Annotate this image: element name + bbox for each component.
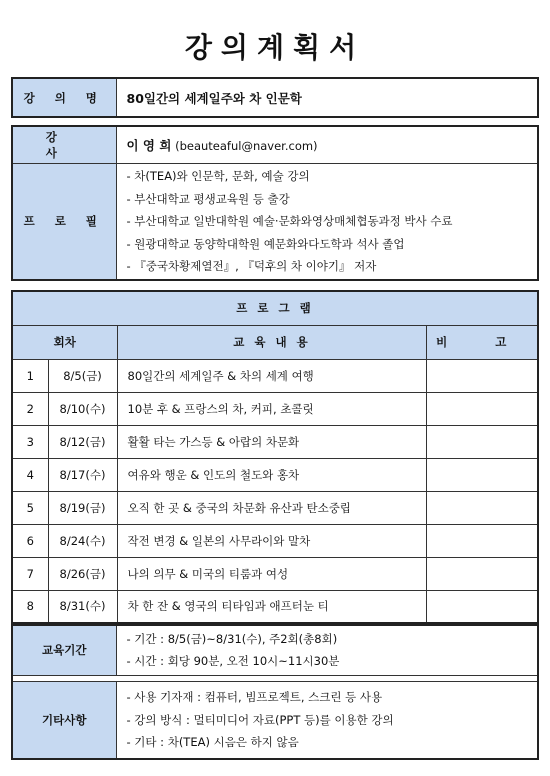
- period-line: - 시간 : 회당 90분, 오전 10시~11시30분: [126, 654, 340, 669]
- session-note: [427, 590, 538, 623]
- session-date: 8/10(수): [48, 392, 117, 425]
- session-topic: 80일간의 세계일주 & 차의 세계 여행: [117, 359, 427, 392]
- course-label: 강 의 명: [12, 78, 116, 117]
- misc-line: - 사용 기자재 : 컴퓨터, 빔프로젝트, 스크린 등 사용: [126, 690, 383, 704]
- table-row: [12, 458, 538, 491]
- session-topic: 여유와 행운 & 인도의 철도와 홍차: [117, 458, 427, 491]
- table-row: [12, 425, 538, 458]
- session-note: [427, 524, 538, 557]
- session-date: 8/26(금): [48, 557, 117, 590]
- instructor-table: [11, 125, 539, 281]
- session-date: 8/5(금): [48, 359, 117, 392]
- session-topic: 활활 타는 가스등 & 아랍의 차문화: [117, 425, 427, 458]
- session-topic: 차 한 잔 & 영국의 티타임과 애프터눈 티: [117, 590, 427, 623]
- period-line: - 기간 : 8/5(금)~8/31(수), 주2회(총8회): [126, 631, 338, 646]
- session-number: 8: [12, 590, 48, 623]
- table-row: [12, 392, 538, 425]
- session-number: 4: [12, 458, 48, 491]
- instructor-email: (beauteaful@naver.com): [175, 138, 318, 153]
- session-topic: 10분 후 & 프랑스의 차, 커피, 초콜릿: [117, 392, 427, 425]
- session-note: [427, 491, 538, 524]
- session-note: [427, 425, 538, 458]
- misc-line: - 기타 : 차(TEA) 시음은 하지 않음: [126, 735, 299, 749]
- session-note: [427, 359, 538, 392]
- session-topic: 오직 한 곳 & 중국의 차문화 유산과 탄소중립: [117, 491, 427, 524]
- session-note: [427, 458, 538, 491]
- table-row: [12, 557, 538, 590]
- session-date: 8/17(수): [48, 458, 117, 491]
- period-label: 교육기간: [12, 625, 116, 675]
- session-note: [427, 392, 538, 425]
- session-topic: 나의 의무 & 미국의 티룸과 여성: [117, 557, 427, 590]
- session-number: 5: [12, 491, 48, 524]
- session-date: 8/31(수): [48, 590, 117, 623]
- course-name: 80일간의 세계일주와 차 인문학: [116, 78, 538, 117]
- program-table: [11, 290, 539, 624]
- header-content: 교 육 내 용: [117, 325, 427, 359]
- profile-item: - 부산대학교 일반대학원 예술·문화와영상매체협동과정 박사 수료: [126, 214, 453, 228]
- misc-details: [116, 681, 538, 759]
- profile-item: - 차(TEA)와 인문학, 문화, 예술 강의: [126, 169, 310, 183]
- program-title: 프 로 그 램: [12, 291, 538, 325]
- table-row: [12, 590, 538, 623]
- session-number: 1: [12, 359, 48, 392]
- profile-item: - 원광대학교 동양학대학원 예문화와다도학과 석사 졸업: [126, 236, 405, 251]
- misc-line: - 강의 방식 : 멀티미디어 자료(PPT 등)를 이용한 강의: [126, 712, 394, 727]
- session-number: 2: [12, 392, 48, 425]
- session-date: 8/19(금): [48, 491, 117, 524]
- session-date: 8/24(수): [48, 524, 117, 557]
- session-note: [427, 557, 538, 590]
- profile-item: - 『중국차황제열전』, 『덕후의 차 이야기』 저자: [126, 259, 377, 273]
- instructor-cell: [116, 126, 538, 163]
- period-misc-table: [11, 624, 539, 760]
- header-note: 비 고: [427, 325, 538, 359]
- header-session: 회차: [12, 325, 117, 359]
- table-row: [12, 524, 538, 557]
- course-table: [11, 77, 539, 118]
- profile-list: [116, 163, 538, 280]
- period-details: [116, 625, 538, 675]
- session-number: 6: [12, 524, 48, 557]
- session-topic: 작전 변경 & 일본의 사무라이와 말차: [117, 524, 427, 557]
- table-row: [12, 491, 538, 524]
- page-title: 강의계획서: [184, 31, 366, 64]
- instructor-label: 강 사: [12, 126, 116, 163]
- instructor-name: 이 영 희: [126, 137, 172, 153]
- profile-item: - 부산대학교 평생교육원 등 출강: [126, 191, 290, 206]
- session-number: 3: [12, 425, 48, 458]
- session-date: 8/12(금): [48, 425, 117, 458]
- profile-label: 프 로 필: [12, 163, 116, 280]
- session-number: 7: [12, 557, 48, 590]
- misc-label: 기타사항: [12, 681, 116, 759]
- table-row: [12, 359, 538, 392]
